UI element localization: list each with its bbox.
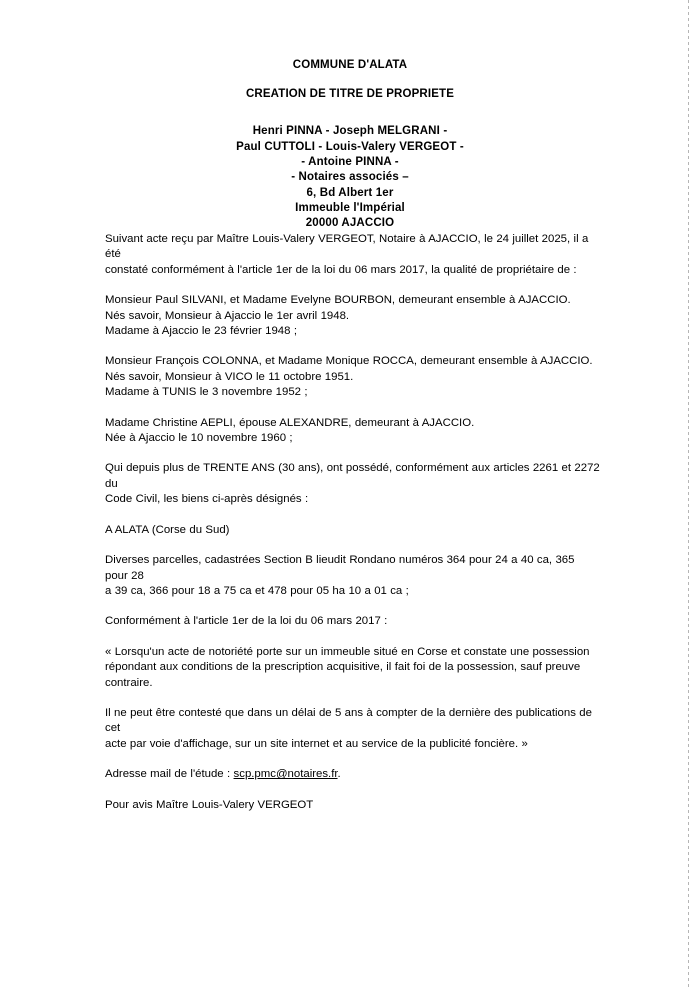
email-address-link[interactable]: scp.pmc@notaires.fr — [233, 768, 338, 781]
firm-line-2: Paul CUTTOLI - Louis-Valery VERGEOT - — [236, 140, 464, 153]
owner-1-line-3: Madame à Ajaccio le 23 février 1948 ; — [105, 325, 297, 338]
act-type-title: CREATION DE TITRE DE PROPRIETE — [245, 88, 455, 101]
possession-line-2: Code Civil, les biens ci-après désignés : — [105, 493, 309, 506]
email-trailing-period: . — [337, 768, 341, 781]
owner-3-line-1: Madame Christine AEPLI, épouse ALEXANDRE, demeurant à AJACCIO. — [105, 416, 475, 429]
paragraph-possession — [105, 461, 600, 507]
owner-2-line-1: Monsieur François COLONNA, et Madame Monique ROCCA, demeurant ensemble à AJACCIO. — [105, 355, 593, 368]
paragraph-intro — [105, 232, 600, 278]
paragraph-owner-2 — [105, 354, 600, 400]
firm-line-1: Henri PINNA - Joseph MELGRANI - — [252, 125, 448, 138]
firm-line-3: - Antoine PINNA - — [301, 156, 399, 168]
quote-2-line-2: acte par voie d'affichage, sur un site internet et au service de la publicité foncière. » — [105, 737, 528, 750]
document-body — [105, 232, 600, 813]
owner-3-line-2: Née à Ajaccio le 10 novembre 1960 ; — [105, 432, 293, 445]
signature-text: Pour avis Maître Louis-Valery VERGEOT — [105, 798, 314, 811]
quote-1-line-1: « Lorsqu'un acte de notoriété porte sur un immeuble situé en Corse et constate une possession — [105, 645, 590, 658]
owner-1-line-2: Nés savoir, Monsieur à Ajaccio le 1er avril 1948. — [105, 309, 350, 322]
intro-line-2: constaté conformément à l'article 1er de la loi du 06 mars 2017, la qualité de propriétaire de : — [105, 263, 577, 276]
quote-2-line-1: Il ne peut être contesté que dans un délai de 5 ans à compter de la dernière des publications de cet — [105, 706, 592, 735]
owner-2-line-2: Nés savoir, Monsieur à VICO le 11 octobre 1951. — [105, 370, 354, 383]
document-header — [0, 58, 700, 231]
intro-line-1: Suivant acte reçu par Maître Louis-Valery VERGEOT, Notaire à AJACCIO, le 24 juillet 2025, il a été — [105, 233, 589, 261]
location-text: A ALATA (Corse du Sud) — [105, 523, 230, 536]
parcels-line-1: Diverses parcelles, cadastrées Section B lieudit Rondano numéros 364 pour 24 a 40 ca, 365 pour 28 — [105, 554, 575, 582]
paragraph-law-reference — [105, 614, 600, 629]
parcels-line-2: a 39 ca, 366 pour 18 a 75 ca et 478 pour 05 ha 10 a 01 ca ; — [105, 584, 409, 597]
firm-address-street: 6, Bd Albert 1er — [306, 186, 394, 199]
quote-1-line-3: contraire. — [105, 676, 153, 689]
paragraph-location — [105, 523, 600, 538]
paragraph-parcels — [105, 553, 600, 599]
paragraph-signature — [105, 798, 600, 813]
paragraph-quote-2 — [105, 706, 600, 752]
firm-address-building: Immeuble l'Impérial — [295, 201, 405, 214]
owner-2-line-3: Madame à TUNIS le 3 novembre 1952 ; — [105, 386, 308, 399]
firm-line-4: - Notaires associés – — [291, 171, 409, 184]
owner-1-line-1: Monsieur Paul SILVANI, et Madame Evelyne BOURBON, demeurant ensemble à AJACCIO. — [105, 294, 571, 307]
paragraph-owner-1 — [105, 293, 600, 339]
paragraph-email — [105, 767, 600, 782]
email-label: Adresse mail de l'étude : — [105, 768, 234, 781]
paragraph-owner-3 — [105, 416, 600, 447]
firm-address-city: 20000 AJACCIO — [305, 217, 395, 230]
law-reference-text: Conformément à l'article 1er de la loi du 06 mars 2017 : — [105, 615, 388, 628]
commune-title: COMMUNE D'ALATA — [292, 59, 408, 71]
possession-line-1: Qui depuis plus de TRENTE ANS (30 ans), ont possédé, conformément aux articles 2261 et 2272 du — [105, 462, 600, 490]
notary-firm-block — [0, 124, 700, 231]
quote-1-line-2: répondant aux conditions de la prescription acquisitive, il fait foi de la possession, sauf preuve — [105, 661, 581, 674]
paragraph-quote-1 — [105, 645, 600, 691]
